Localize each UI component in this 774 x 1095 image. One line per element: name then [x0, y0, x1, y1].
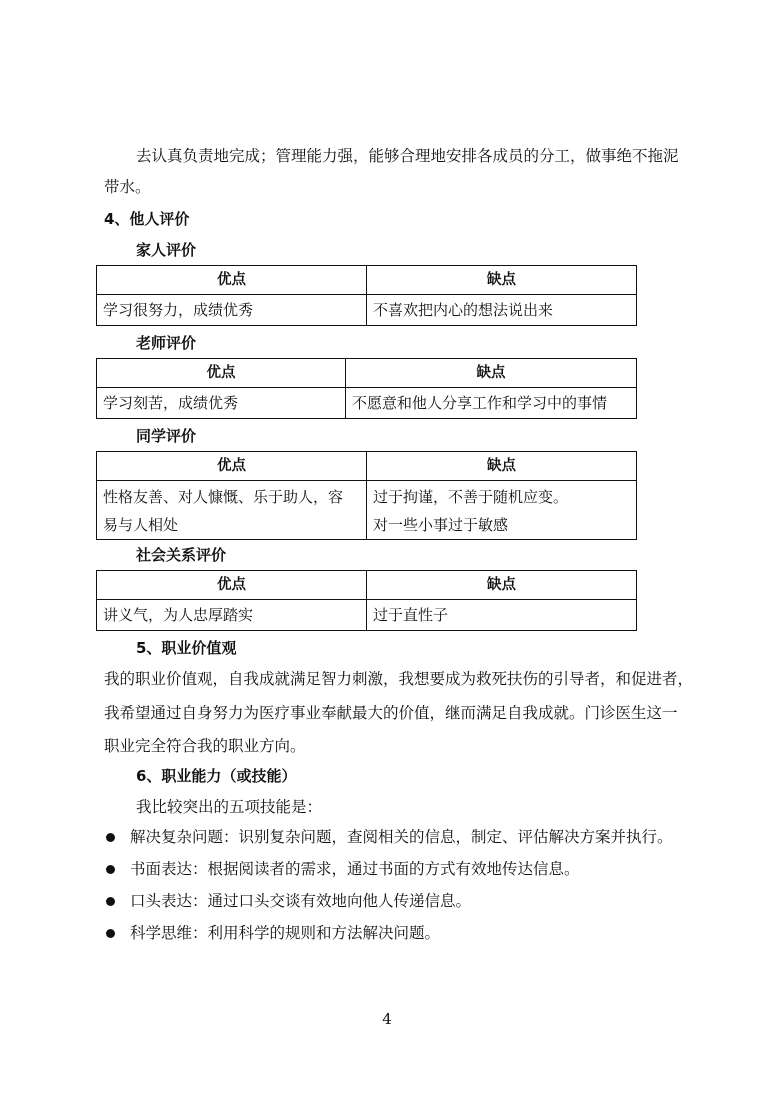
intro-line-2: 带水。: [104, 178, 151, 196]
header-good: 优点: [97, 571, 367, 600]
section-4-title: 4、他人评价: [104, 210, 190, 228]
social-bad: 过于直性子: [367, 600, 637, 631]
social-eval-table: [96, 570, 637, 631]
family-eval-title: 家人评价: [136, 241, 197, 259]
classmate-good-line-1: 性格友善、对人慷慨、乐于助人，容: [103, 488, 344, 506]
family-eval-table: [96, 265, 637, 326]
header-good: 优点: [97, 452, 367, 481]
skill-item-1: 解决复杂问题：识别复杂问题，查阅相关的信息，制定、评估解决方案并执行。: [130, 828, 673, 846]
page-number: 4: [382, 1010, 392, 1028]
social-eval-title: 社会关系评价: [136, 546, 227, 564]
header-bad: 缺点: [346, 359, 637, 388]
classmate-bad-line-1: 过于拘谨，不善于随机应变。: [373, 488, 569, 506]
section-6-intro: 我比较突出的五项技能是：: [136, 798, 323, 816]
classmate-bad: [367, 481, 637, 540]
teacher-eval-table: [96, 358, 637, 419]
bullet-icon: [106, 833, 115, 842]
social-good: 讲义气，为人忠厚踏实: [97, 600, 367, 631]
teacher-eval-title: 老师评价: [136, 334, 197, 352]
bullet-icon: [106, 865, 115, 874]
header-bad: 缺点: [367, 266, 637, 295]
classmate-bad-line-2: 对一些小事过于敏感: [373, 516, 509, 534]
section-5-line-1: 我的职业价值观，自我成就满足智力刺激，我想要成为救死扶伤的引导者，和促进者，: [104, 670, 694, 688]
skill-item-2: 书面表达：根据阅读者的需求，通过书面的方式有效地传达信息。: [130, 860, 580, 878]
classmate-eval-table: [96, 451, 637, 540]
teacher-bad: 不愿意和他人分享工作和学习中的事情: [346, 388, 637, 419]
bullet-icon: [106, 897, 115, 906]
header-bad: 缺点: [367, 571, 637, 600]
section-6-title: 6、职业能力（或技能）: [136, 767, 297, 785]
teacher-good: 学习刻苦，成绩优秀: [97, 388, 346, 419]
section-5-title: 5、职业价值观: [136, 639, 237, 657]
section-5-line-3: 职业完全符合我的职业方向。: [104, 737, 306, 755]
header-good: 优点: [97, 359, 346, 388]
header-good: 优点: [97, 266, 367, 295]
skill-item-3: 口头表达：通过口头交谈有效地向他人传递信息。: [130, 892, 472, 910]
skill-item-4: 科学思维：利用科学的规则和方法解决问题。: [130, 924, 441, 942]
intro-line-1: 去认真负责地完成；管理能力强，能够合理地安排各成员的分工，做事绝不拖泥: [136, 147, 679, 165]
family-good: 学习很努力，成绩优秀: [97, 295, 367, 326]
classmate-good-line-2: 易与人相处: [103, 516, 179, 534]
classmate-good: [97, 481, 367, 540]
family-bad: 不喜欢把内心的想法说出来: [367, 295, 637, 326]
classmate-eval-title: 同学评价: [136, 427, 197, 445]
header-bad: 缺点: [367, 452, 637, 481]
bullet-icon: [106, 929, 115, 938]
section-5-line-2: 我希望通过自身努力为医疗事业奉献最大的价值，继而满足自我成就。门诊医生这一: [104, 704, 678, 722]
